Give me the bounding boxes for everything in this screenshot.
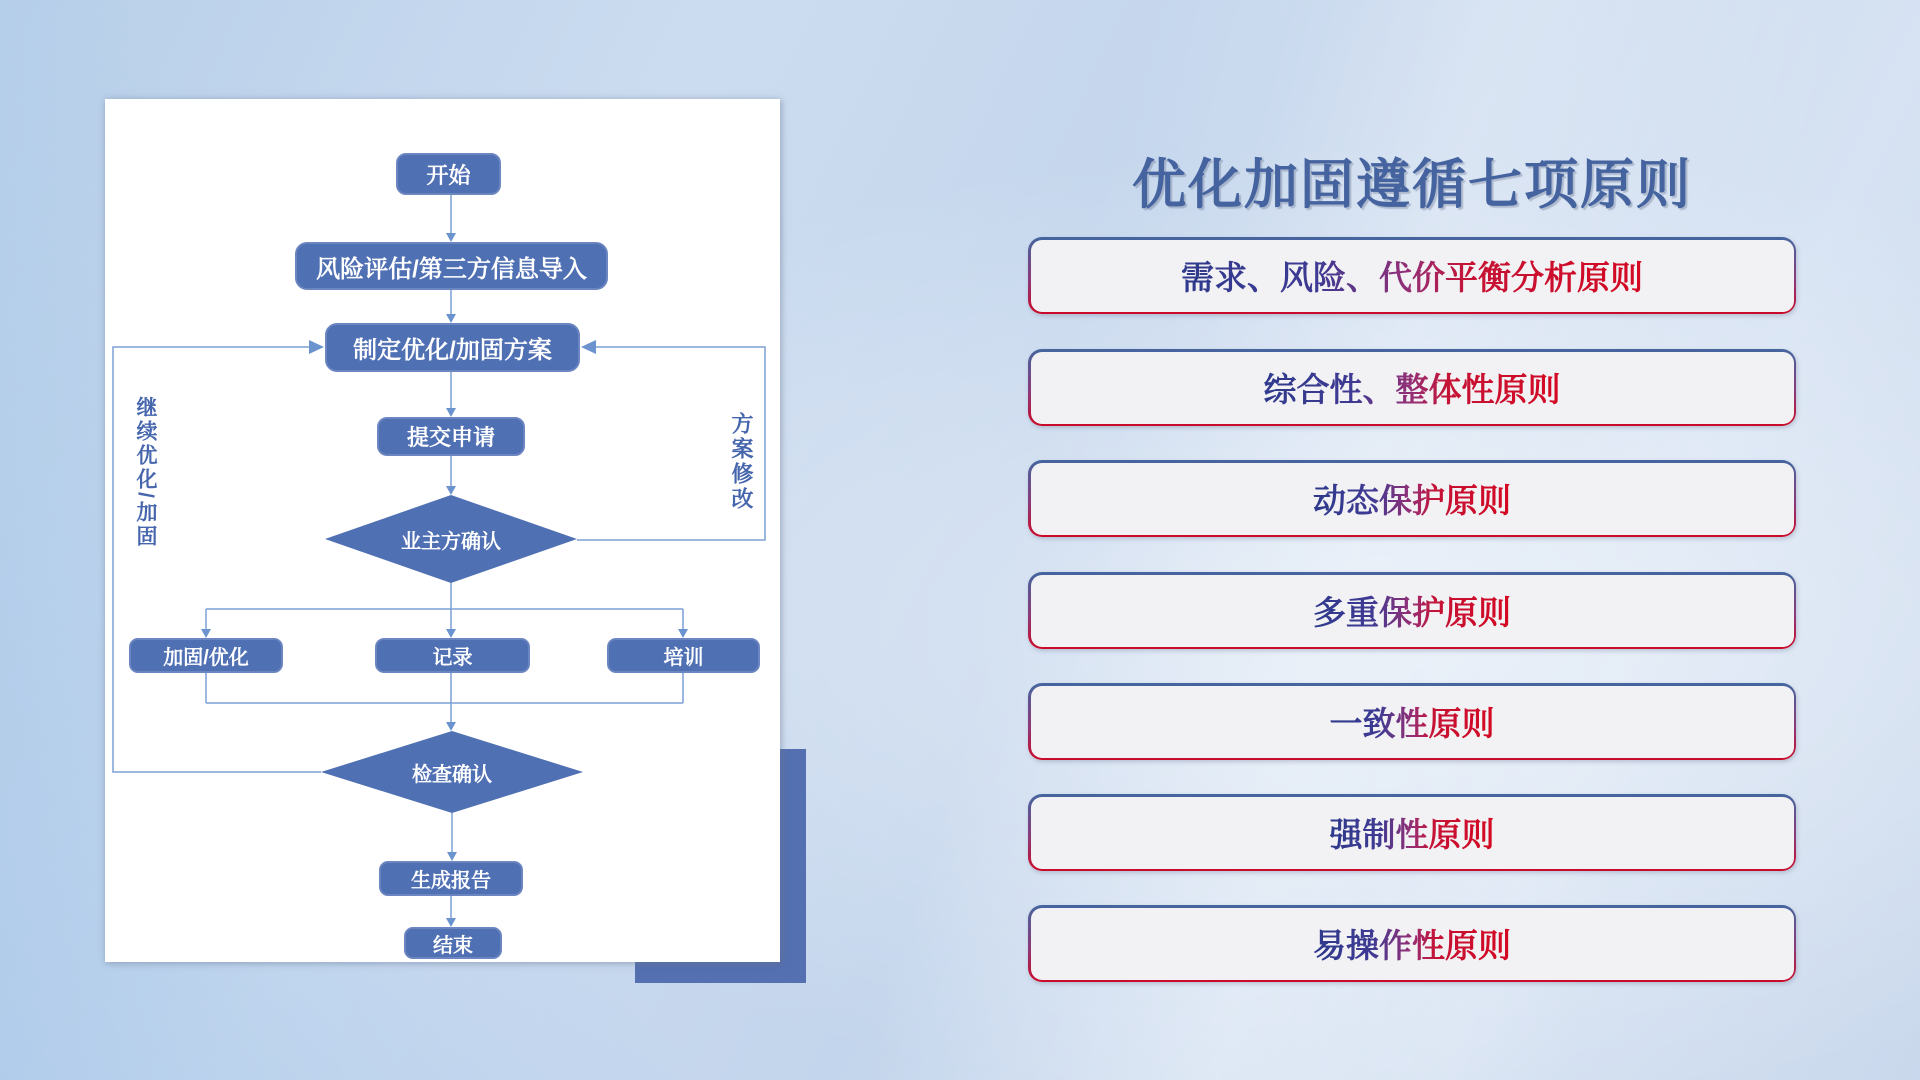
- principle-label: 易操作性原则: [1313, 920, 1511, 967]
- principle-box-1: [1028, 237, 1796, 314]
- flow-node-generate-report: [379, 861, 523, 896]
- principle-box-fill: [1031, 463, 1794, 535]
- flow-node-risk-import: [295, 242, 608, 290]
- principle-label: 综合性、整体性原则: [1264, 364, 1561, 411]
- flow-node-label: 提交申请: [406, 425, 495, 450]
- principle-label: 多重保护原则: [1313, 587, 1511, 634]
- flow-node-label: 培训: [663, 647, 704, 669]
- flow-node-label: 制定优化/加固方案: [353, 337, 552, 364]
- flow-node-label: 风险评估/第三方信息导入: [316, 255, 587, 283]
- flow-node-label: 加固/优化: [163, 647, 249, 669]
- principle-box-fill: [1031, 240, 1794, 312]
- flow-node-label: 生成报告: [411, 870, 491, 892]
- principle-label: 一致性原则: [1330, 698, 1495, 745]
- principle-box-fill: [1031, 352, 1794, 424]
- flow-node-owner-confirm: [325, 495, 577, 583]
- flow-node-make-plan: [325, 323, 580, 372]
- principle-box-3: [1028, 460, 1796, 537]
- principle-box-7: [1028, 905, 1796, 982]
- principle-label: 强制性原则: [1330, 809, 1495, 856]
- flow-node-check-confirm: [321, 731, 583, 813]
- flow-node-submit-request: [377, 417, 525, 456]
- principle-label: 需求、风险、代价平衡分析原则: [1181, 252, 1643, 299]
- principle-box-fill: [1031, 908, 1794, 980]
- page-title: 优化加固遵循七项原则: [1132, 155, 1692, 216]
- loop-label-plan-revision: 方案修改: [729, 412, 754, 512]
- flow-node-start: [396, 153, 501, 195]
- principle-box-fill: [1031, 797, 1794, 869]
- flow-node-label: 检查确认: [412, 763, 492, 786]
- flow-node-training: [607, 638, 760, 673]
- principle-box-fill: [1031, 575, 1794, 647]
- flow-node-end: [404, 927, 502, 959]
- loop-label-continue-optimize: 继续优化/加固: [134, 396, 157, 549]
- flow-node-label: 记录: [432, 647, 473, 669]
- principle-box-5: [1028, 683, 1796, 760]
- principle-box-4: [1028, 572, 1796, 649]
- flow-node-label: 业主方确认: [401, 530, 501, 553]
- flow-node-record: [375, 638, 530, 673]
- flow-node-label: 开始: [426, 162, 471, 188]
- principle-box-2: [1028, 349, 1796, 426]
- flow-node-label: 结束: [433, 934, 473, 957]
- principle-box-fill: [1031, 686, 1794, 758]
- flow-node-reinforce-optimize: [129, 638, 283, 673]
- principle-label: 动态保护原则: [1313, 475, 1511, 522]
- principle-box-6: [1028, 794, 1796, 871]
